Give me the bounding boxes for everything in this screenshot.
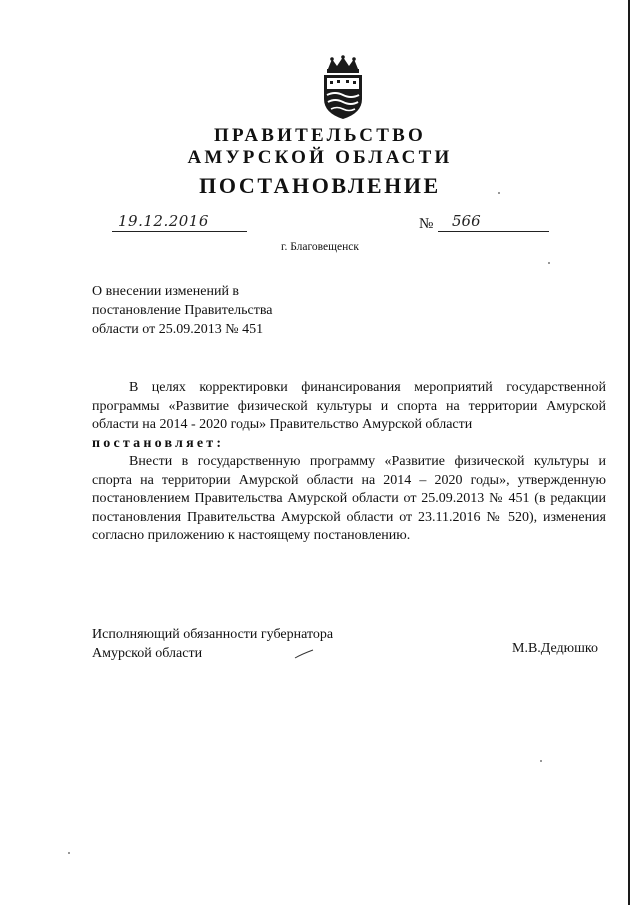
signatory-position-line: Исполняющий обязанности губернатора [92,627,334,642]
subject-line: О внесении изменений в [92,284,240,299]
document-subject [92,282,332,339]
preamble-paragraph: В целях корректировки финансирования мероприятий государственной программы «Развитие физической культуры и спорта на территории Амурской области на 2014 - 2020 годы» Правительство Амурской области [92,380,606,432]
document-body [92,379,606,546]
resolves-word: постановляет: [92,435,225,451]
number-underline [438,231,549,232]
signature-mark [294,648,314,660]
document-type-title: ПОСТАНОВЛЕНИЕ [199,173,441,198]
signatory-position-line: Амурской области [92,646,203,661]
subject-line: области от 25.09.2013 № 451 [92,322,264,337]
subject-line: постановление Правительства [92,303,273,318]
number-label: № [419,216,434,232]
region-title: АМУРСКОЙ ОБЛАСТИ [187,147,453,168]
coat-of-arms-emblem [318,55,368,121]
handwritten-number: 566 [452,212,481,230]
handwritten-date: 19.12.2016 [118,212,209,230]
signatory-name: М.В.Дедюшко [512,641,598,656]
resolution-item-paragraph: Внести в государственную программу «Развитие физической культуры и спорта на территории Амурской области на 2014 – 2020 годы», утвержденную постановлением Правительства Амурской области от 25.09.2013 № 451 (в редакции постановления Правительства Амурской области от 23.11.2016 № 520), изменения согласно приложению к настоящему постановлению. [92,454,606,543]
city-label: г. Благовещенск [281,241,359,253]
scan-speck [68,852,70,854]
government-title: ПРАВИТЕЛЬСТВО [214,125,426,146]
scan-speck [540,760,542,762]
scan-speck [548,262,550,264]
date-underline [112,231,247,232]
scan-speck [498,192,500,194]
